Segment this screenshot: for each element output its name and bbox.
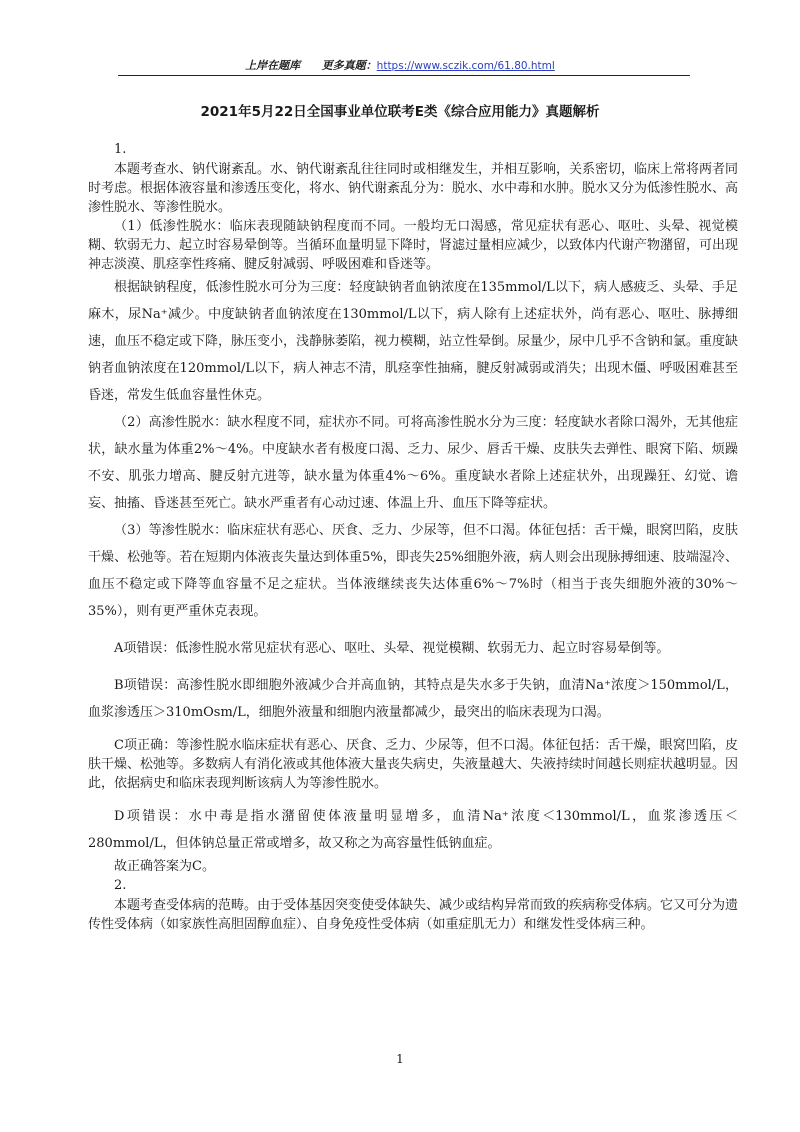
paragraph: （1）低渗性脱水：临床表现随缺钠程度而不同。一般均无口渴感，常见症状有恶心、呕吐、头晕、视觉模糊、软弱无力、起立时容易晕倒等。当循环血量明显下降时，肾滤过量相应减少，以致体内代谢产物潴留，可出现神志淡漠、肌痉挛性疼痛、腱反射减弱、呼吸困难和昏迷等。 — [88, 219, 739, 272]
question-number: 2. — [114, 878, 127, 893]
paragraph: （3）等渗性脱水：临床症状有恶心、厌食、乏力、少尿等，但不口渴。体征包括：舌干燥，眼窝凹陷，皮肤干燥、松弛等。若在短期内体液丧失量达到体重5%，即丧失25%细胞外液，病人则会出现脉搏细速、肢端湿冷、血压不稳定或下降等血容量不足之症状。当体液继续丧失达体重6%～7%时（相当于丧失细胞外液的30%～35%），则有更严重休克表现。 — [88, 523, 738, 619]
site-name: 上岸在题库 — [245, 59, 301, 72]
paragraph: 根据缺钠程度，低渗性脱水可分为三度：轻度缺钠者血钠浓度在135mmol/L以下，病人感疲乏、头晕、手足麻木，尿Na⁺减少。中度缺钠者血钠浓度在130mmol/L以下，病人除有上述症状外，尚有恶心、呕吐、脉搏细速，血压不稳定或下降，脉压变小，浅静脉萎陷，视力模糊，站立性晕倒。尿量少，尿中几乎不含钠和氯。重度缺钠者血钠浓度在120mmol/L以下，病人神志不清，肌痉挛性抽痛，腱反射减弱或消失；出现木僵、呼吸困难甚至昏迷，常发生低血容量性休克。 — [88, 280, 739, 403]
header-divider — [118, 75, 690, 76]
option-explanation: B项错误：高渗性脱水即细胞外液减少合并高血钠，其特点是失水多于失钠，血清Na⁺浓度＞150mmol/L，血浆渗透压＞310mOsm/L，细胞外液量和细胞内液量都减少，最突出的临床表现为口渴。 — [88, 678, 738, 720]
page-header — [0, 58, 800, 74]
option-explanation: A项错误：低渗性脱水常见症状有恶心、呕吐、头晕、视觉模糊、软弱无力、起立时容易晕倒等。 — [114, 641, 670, 656]
question-number: 1. — [114, 142, 127, 157]
paragraph: 本题考查水、钠代谢紊乱。水、钠代谢紊乱往往同时或相继发生，并相互影响，关系密切，临床上常将两者同时考虑。根据体液容量和渗透压变化，将水、钠代谢紊乱分为：脱水、水中毒和水肿。脱水又分为低渗性脱水、高渗性脱水、等渗性脱水。 — [88, 162, 739, 215]
option-explanation: D项错误：水中毒是指水潴留使体液量明显增多，血清Na⁺浓度＜130mmol/L，血浆渗透压＜280mmol/L，但体钠总量正常或增多，故又称之为高容量性低钠血症。 — [88, 809, 739, 851]
more-label: 更多真题： — [321, 59, 377, 72]
page-number: 1 — [396, 1052, 404, 1066]
paragraph: （2）高渗性脱水：缺水程度不同，症状亦不同。可将高渗性脱水分为三度：轻度缺水者除口渴外，无其他症状，缺水量为体重2%～4%。中度缺水者有极度口渴、乏力、尿少、唇舌干燥、皮肤失去弹性、眼窝下陷、烦躁不安、肌张力增高、腱反射亢进等，缺水量为体重4%～6%。重度缺水者除上述症状外，出现躁狂、幻觉、谵妄、抽搐、昏迷甚至死亡。缺水严重者有心动过速、体温上升、血压下降等症状。 — [88, 415, 738, 511]
option-explanation: C项正确：等渗性脱水临床症状有恶心、厌食、乏力、少尿等，但不口渴。体征包括：舌干燥，眼窝凹陷，皮肤干燥、松弛等。多数病人有消化液或其他体液大量丧失病史，失液量越大、失液持续时间越长则症状越明显。因此，依据病史和临床表现判断该病人为等渗性脱水。 — [88, 738, 739, 791]
answer-line: 故正确答案为C。 — [114, 859, 215, 874]
document-body — [88, 140, 738, 934]
source-link[interactable]: https://www.sczik.com/61.80.html — [376, 60, 555, 72]
document-title: 2021年5月22日全国事业单位联考E类《综合应用能力》真题解析 — [200, 104, 600, 120]
paragraph: 本题考查受体病的范畴。由于受体基因突变使受体缺失、减少或结构异常而致的疾病称受体病。它又可分为遗传性受体病（如家族性高胆固醇血症）、自身免疫性受体病（如重症肌无力）和继发性受体病三种。 — [88, 898, 739, 932]
